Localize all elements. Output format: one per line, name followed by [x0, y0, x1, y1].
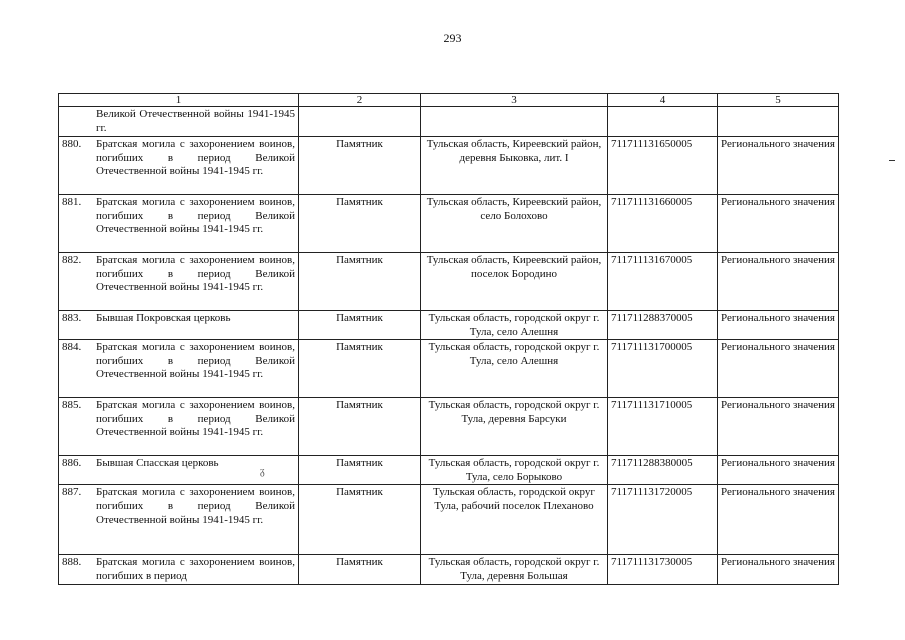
- significance: Регионального значения: [718, 195, 839, 253]
- row-number: 885.: [62, 399, 82, 412]
- object-name: Братская могила с захоронением воинов, погибших в период Великой Отечественной войны 1941-1945 гг.: [96, 486, 295, 526]
- object-type: Памятник: [299, 253, 421, 311]
- object-type-cell: [299, 107, 421, 137]
- registry-code: 711711131650005: [608, 137, 718, 195]
- object-name-cell: [59, 555, 299, 585]
- object-name-cell: [59, 398, 299, 456]
- registry-code: 711711131710005: [608, 398, 718, 456]
- object-type: Памятник: [299, 311, 421, 340]
- object-name: Братская могила с захоронением воинов, погибших в период Великой Отечественной войны 1941-1945 гг.: [96, 196, 295, 236]
- object-name: Братская могила с захоронением воинов, погибших в период Великой Отечественной войны 1941-1945 гг.: [96, 254, 295, 294]
- significance: Регионального значения: [718, 340, 839, 398]
- object-name-cell: [59, 485, 299, 555]
- column-header-1: 1: [59, 94, 299, 107]
- row-number: 886.: [62, 457, 82, 470]
- object-location: Тульская область, городской округ г. Тула, село Борыково: [421, 456, 608, 485]
- object-type: Памятник: [299, 137, 421, 195]
- object-type: Памятник: [299, 555, 421, 585]
- object-name: Бывшая Спасская церковь: [96, 457, 219, 470]
- object-type: Памятник: [299, 340, 421, 398]
- heritage-registry-table: [58, 93, 839, 585]
- table-row: [59, 555, 839, 585]
- registry-code: 711711288370005: [608, 311, 718, 340]
- object-location: Тульская область, Киреевский район, поселок Бородино: [421, 253, 608, 311]
- significance: Регионального значения: [718, 456, 839, 485]
- significance-cell: [718, 107, 839, 137]
- registry-code: 711711131730005: [608, 555, 718, 585]
- page-number: 293: [443, 31, 462, 45]
- significance: Регионального значения: [718, 137, 839, 195]
- table-row: [59, 456, 839, 485]
- object-name: Братская могила с захоронением воинов, погибших в период Великой Отечественной войны 1941-1945 гг.: [96, 138, 295, 178]
- table-row: [59, 311, 839, 340]
- row-number: 887.: [62, 486, 82, 499]
- row-number: 881.: [62, 196, 82, 208]
- table-row: [59, 340, 839, 398]
- row-number: 880.: [62, 138, 82, 150]
- row-number: 888.: [62, 556, 82, 569]
- object-location-cell: [421, 107, 608, 137]
- table-row: [59, 398, 839, 456]
- object-type: Памятник: [299, 195, 421, 253]
- object-location: Тульская область, городской округ г. Тула, деревня Большая: [421, 555, 608, 585]
- significance: Регионального значения: [718, 485, 839, 555]
- object-name-cell: [59, 195, 299, 253]
- registry-code: 711711131700005: [608, 340, 718, 398]
- table-row: [59, 253, 839, 311]
- object-location: Тульская область, Киреевский район, деревня Быковка, лит. I: [421, 137, 608, 195]
- significance: Регионального значения: [718, 398, 839, 456]
- object-name: Великой Отечественной войны 1941-1945 гг.: [96, 108, 295, 134]
- margin-dash-mark: [889, 160, 895, 161]
- object-type: Памятник: [299, 485, 421, 555]
- object-name: Братская могила с захоронением воинов, погибших в период Великой Отечественной войны 1941-1945 гг.: [96, 341, 295, 381]
- row-number: 882.: [62, 254, 82, 266]
- object-name-cell: [59, 253, 299, 311]
- column-header-3: 3: [421, 94, 608, 107]
- column-header-5: 5: [718, 94, 839, 107]
- row-number: 884.: [62, 341, 82, 354]
- object-name-cell: [59, 340, 299, 398]
- object-name-cell: [59, 311, 299, 340]
- table-row-continued: [59, 107, 839, 137]
- column-header-4: 4: [608, 94, 718, 107]
- object-location: Тульская область, городской округ г. Тула, деревня Барсуки: [421, 398, 608, 456]
- significance: Регионального значения: [718, 555, 839, 585]
- registry-code: 711711131720005: [608, 485, 718, 555]
- registry-code: 711711288380005: [608, 456, 718, 485]
- registry-code: 711711131670005: [608, 253, 718, 311]
- column-number-row: [59, 94, 839, 107]
- object-name-cell: [59, 107, 299, 137]
- row-number: 883.: [62, 312, 82, 324]
- registry-code: 711711131660005: [608, 195, 718, 253]
- object-location: Тульская область, городской округ Тула, рабочий поселок Плеханово: [421, 485, 608, 555]
- table-row: [59, 137, 839, 195]
- object-name: Братская могила с захоронением воинов, погибших в период: [96, 556, 295, 582]
- object-type: Памятник: [299, 456, 421, 485]
- object-name: Бывшая Покровская церковь: [96, 312, 231, 324]
- object-name-cell: [59, 137, 299, 195]
- significance: Регионального значения: [718, 253, 839, 311]
- object-location: Тульская область, городской округ г. Тула, село Алешня: [421, 340, 608, 398]
- column-header-2: 2: [299, 94, 421, 107]
- table-row: [59, 195, 839, 253]
- table-row: [59, 485, 839, 555]
- stray-pen-mark: ᵹ: [260, 466, 265, 477]
- significance: Регионального значения: [718, 311, 839, 340]
- object-location: Тульская область, городской округ г. Тула, село Алешня: [421, 311, 608, 340]
- registry-code-cell: [608, 107, 718, 137]
- object-type: Памятник: [299, 398, 421, 456]
- object-name: Братская могила с захоронением воинов, погибших в период Великой Отечественной войны 1941-1945 гг.: [96, 399, 295, 439]
- object-location: Тульская область, Киреевский район, село Болохово: [421, 195, 608, 253]
